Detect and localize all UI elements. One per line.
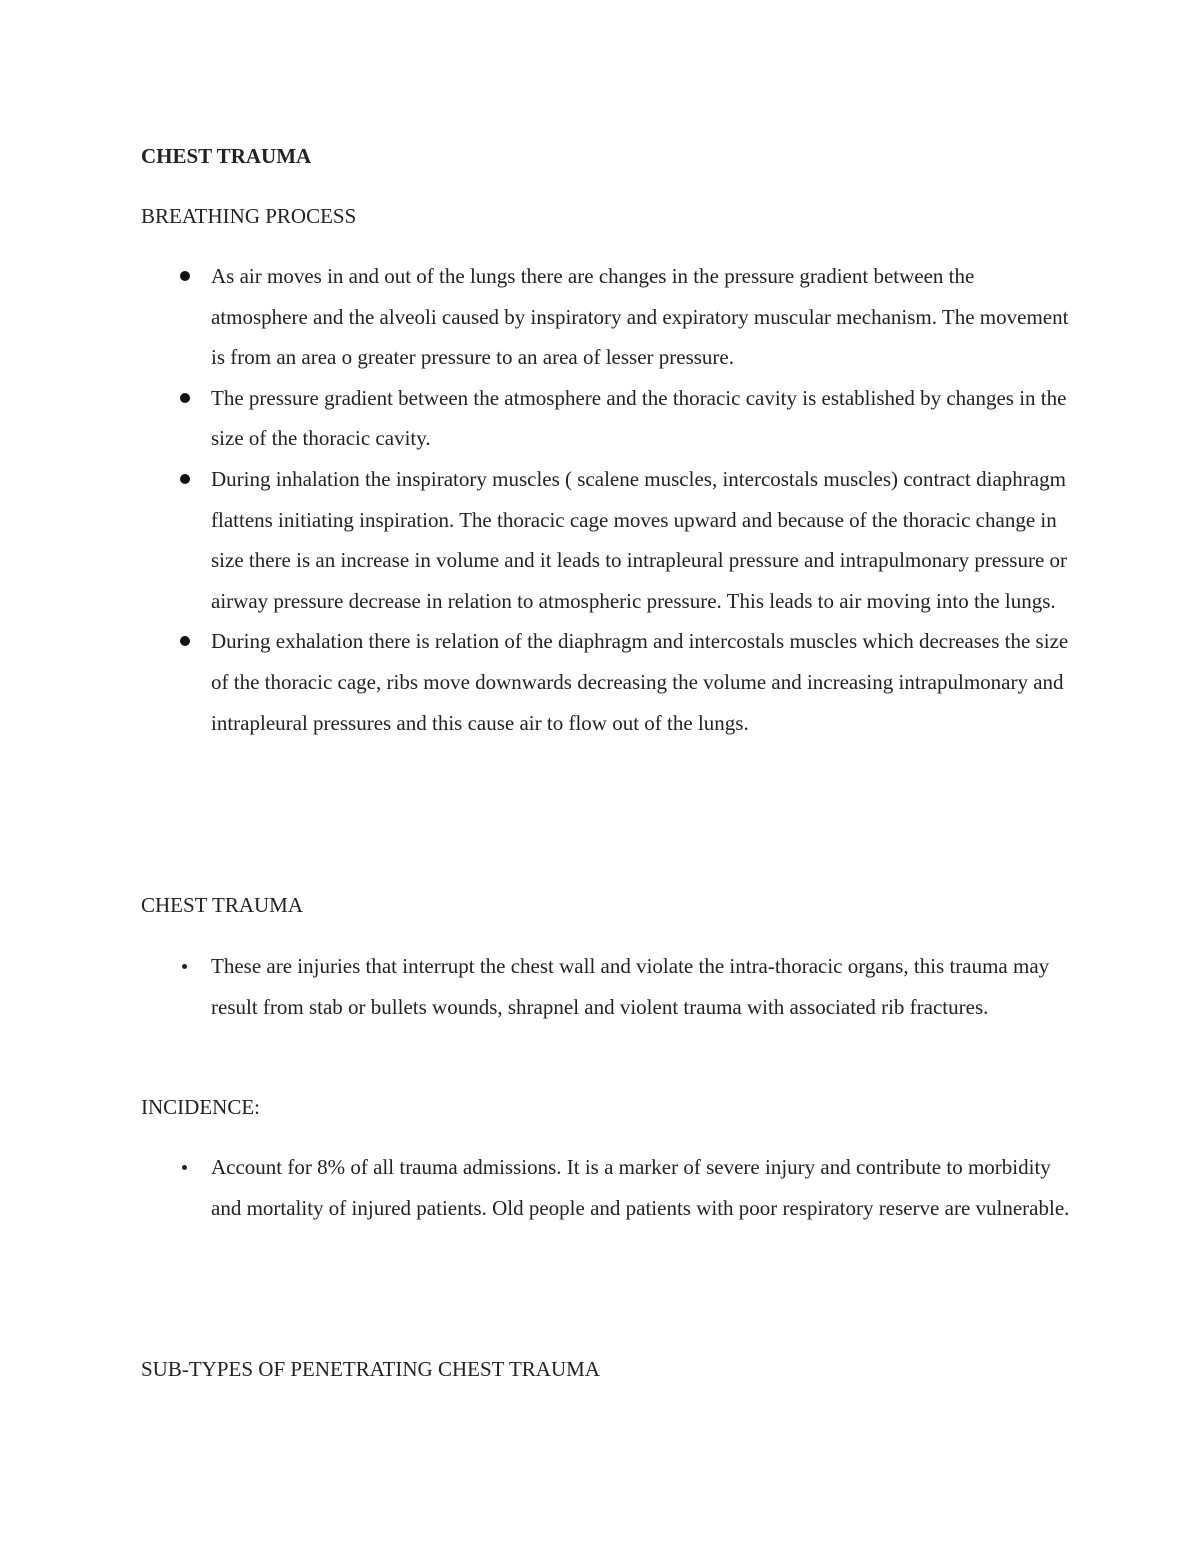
document-title: CHEST TRAUMA <box>141 144 312 168</box>
list-item <box>141 946 1071 1027</box>
list-item <box>141 459 1071 621</box>
chest-trauma-list <box>141 946 1071 1027</box>
section-heading-chest-trauma: CHEST TRAUMA <box>141 893 304 917</box>
incidence-list <box>141 1147 1071 1228</box>
list-item-text: During inhalation the inspiratory muscles ( scalene muscles, intercostals muscles) contract diaphragm flattens initiating inspiration. The thoracic cage moves upward and because of the thoracic change in size there is an increase in volume and it leads to intrapleural pressure and intrapulmonary pressure or airway pressure decrease in relation to atmospheric pressure. This leads to air moving into the lungs. <box>211 466 1068 613</box>
breathing-process-list <box>141 256 1071 743</box>
list-item-text: As air moves in and out of the lungs there are changes in the pressure gradient between the atmosphere and the alveoli caused by inspiratory and expiratory muscular mechanism. The movement is from an area o greater pressure to an area of lesser pressure. <box>211 264 1069 370</box>
list-item <box>141 621 1071 743</box>
list-item-text: Account for 8% of all trauma admissions. It is a marker of severe injury and contribute to morbidity and mortality of injured patients. Old people and patients with poor respiratory reserve are vulnerable. <box>211 1155 1070 1220</box>
section-heading-subtypes: SUB-TYPES OF PENETRATING CHEST TRAUMA <box>141 1357 600 1381</box>
list-item-text: The pressure gradient between the atmosphere and the thoracic cavity is established by changes in the size of the thoracic cavity. <box>211 385 1067 451</box>
list-item-text: These are injuries that interrupt the chest wall and violate the intra-thoracic organs, this trauma may result from stab or bullets wounds, shrapnel and violent trauma with associated rib fractures. <box>211 954 1050 1019</box>
section-heading-incidence: INCIDENCE: <box>141 1095 260 1119</box>
list-item-text: During exhalation there is relation of the diaphragm and intercostals muscles which decreases the size of the thoracic cage, ribs move downwards decreasing the volume and increasing intrapulmonary and intrapleural pressures and this cause air to flow out of the lungs. <box>211 629 1069 735</box>
list-item <box>141 1147 1071 1228</box>
list-item <box>141 378 1071 459</box>
section-heading-breathing-process: BREATHING PROCESS <box>141 204 357 228</box>
list-item <box>141 256 1071 378</box>
